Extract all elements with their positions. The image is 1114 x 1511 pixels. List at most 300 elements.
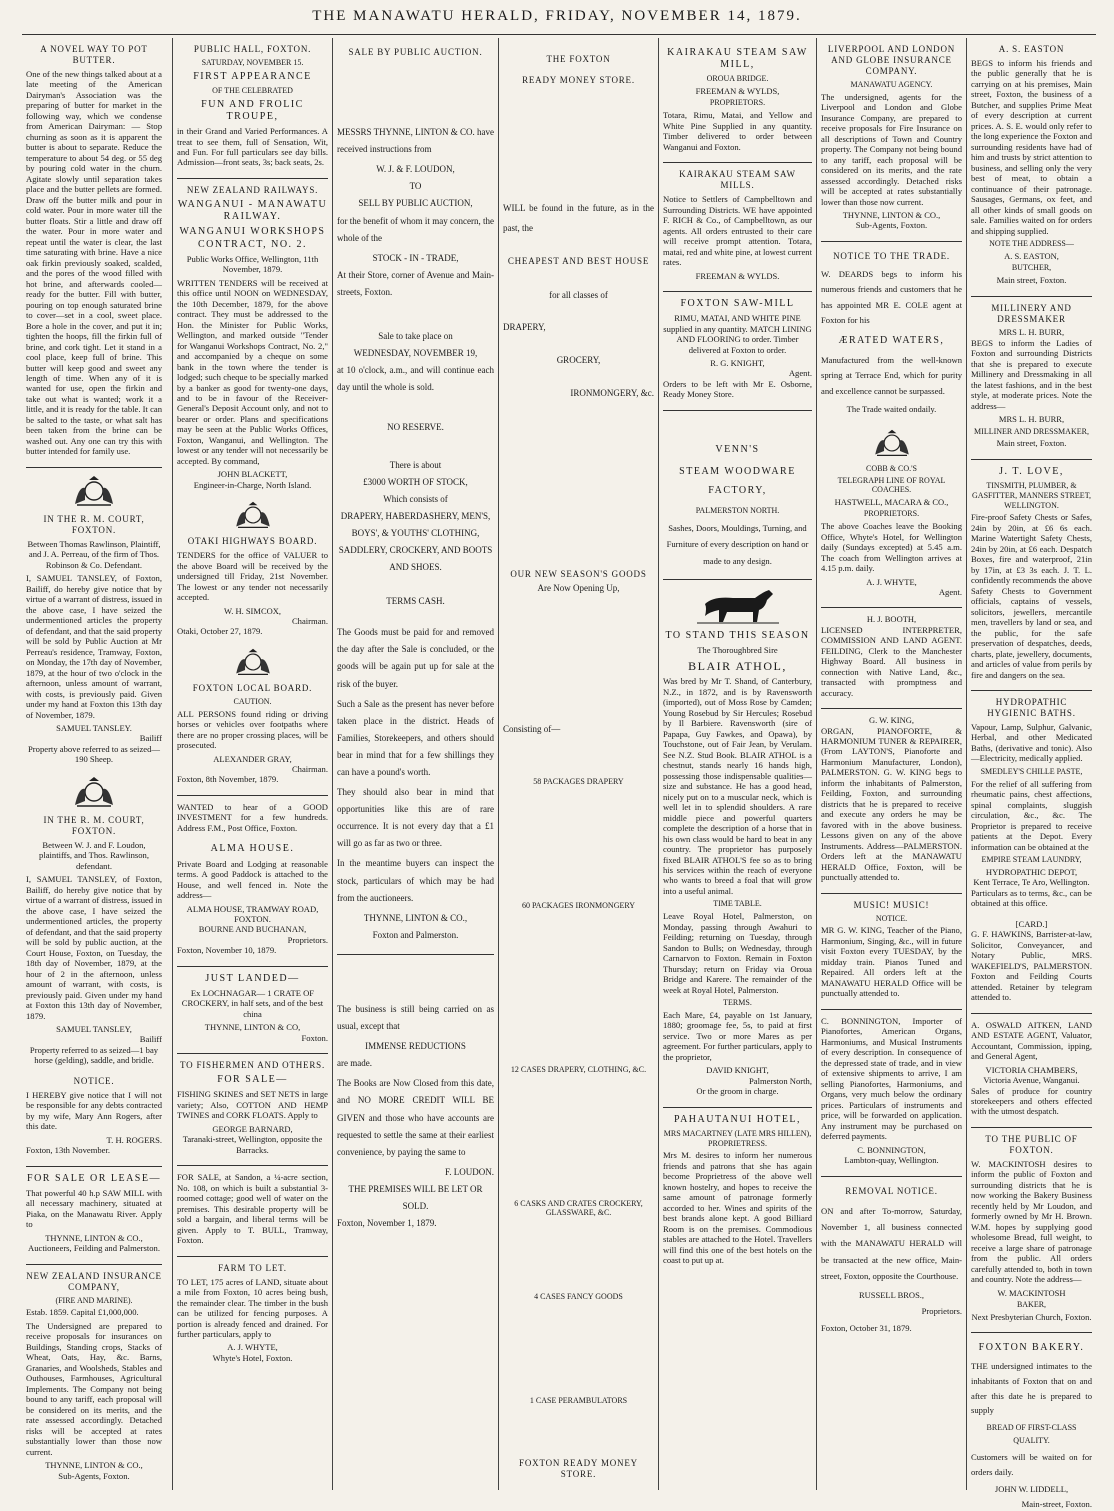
columns <box>22 38 1096 1509</box>
bonnington-ad <box>821 1016 962 1166</box>
auction-goods: DRAPERY, HABERDASHERY, MEN'S, BOYS', & YOUTHS' CLOTHING, SADDLERY, CROCKERY, AND BOOTS AND SHOES. <box>338 510 493 573</box>
store-will-be: WILL be found in the future, as in the past, the <box>503 202 654 233</box>
easton-butcher-ad <box>971 44 1092 286</box>
rail-signature: JOHN BLACKETT, <box>217 469 288 480</box>
fish-body: FISHING SKINES and SET NETS in large variety; Also, COTTON AND HEMP TWINES and CORK FLOATS. Apply to <box>177 1089 328 1121</box>
auction-benefit: for the benefit of whom it may concern, the whole of the <box>337 215 494 243</box>
royal-crest-icon <box>867 428 917 458</box>
smedley-body: For the relief of all suffering from rheumatic pains, chest affections, spinal complaints, sluggish circulation, &c., &c. The Proprietor is prepared to receive patients at the Depot. Every information can be obtained at the <box>971 778 1092 852</box>
pah-title: PAHAUTANUI HOTEL, <box>673 1113 802 1125</box>
auction-title: SALE BY PUBLIC AUCTION. <box>348 47 483 57</box>
auction-worth: £3000 WORTH OF STOCK, <box>363 476 468 487</box>
premises-date: Foxton, November 1, 1879. <box>337 1218 437 1229</box>
spacer <box>503 366 654 388</box>
venn-title: VENN'S <box>715 443 760 455</box>
royal-crest-icon <box>69 775 119 809</box>
auction-date: WEDNESDAY, NOVEMBER 19, <box>353 348 478 359</box>
booth-title: H. J. BOOTH, <box>866 614 917 625</box>
auction-signature-2: Foxton and Palmerston. <box>372 929 459 940</box>
trade-aerated: ÆRATED WATERS, <box>838 334 945 346</box>
local-board-ad <box>177 683 328 785</box>
laundry-depot: HYDROPATHIC DEPOT, <box>985 866 1078 877</box>
trade-body-2: Manufactured from the well-known spring at Terrace End, which for purity and excellence cannot be surpassed. <box>821 354 962 396</box>
kair-proprietors: FREEMAN & WYLDS, <box>695 86 780 97</box>
liv-signature: THYNNE, LINTON & CO., <box>842 209 941 220</box>
removal-title: REMOVAL NOTICE. <box>845 1185 938 1196</box>
hall-body: in their Grand and Varied Performances. A treat to see them, full of Sensation, Wit, and Fun. For full particulars see day bills. Admission—front seats, 3s; back seats, 2s. <box>177 126 328 168</box>
kairakau-notice-ad <box>663 169 812 281</box>
nzins-body: The Undersigned are prepared to receive proposals for insurances on Buildings, Standing crops, Stacks of Wheat, Oats, Hay, &c. Barns, Granaries, and Woolsheds, Stables and Outhouses, Farmhouses, Agricultural Implements. The Company not being bound to any tariff, each proposal will be considered on its merits, and the rate assessed accordingly. Detached risks will be accepted at rates substantially lower than those now current. <box>26 1320 162 1457</box>
farm-body: TO LET, 175 acres of LAND, situate about a mile from Foxton, 10 acres being bush, the remainder clear. The timber in the bush can be utilized for fencing purposes. A portion is already fenced and drained. For further particulars, apply to <box>177 1276 328 1339</box>
venn-name: STEAM WOODWARE FACTORY, <box>679 465 796 496</box>
cobb-coaches-ad <box>821 464 962 598</box>
royal-crest-icon <box>228 500 278 530</box>
time-title: TIME TABLE. <box>713 899 762 909</box>
removal-role: Proprietors. <box>921 1306 962 1317</box>
otaki-date: Otaki, October 27, 1879. <box>177 626 263 637</box>
butter-body: One of the new things talked about at a late meeting of the American Dairyman's Association was the preparing of butter for market in the following way, which we condense from American Dairyman: — Stop churning as soon as it is apparent the butter is about to separate. Reduce the temperature to about 54 deg. or 55 deg by pouring cold water in the churn. Agitate slowly until separation takes place and the butter pellets are formed. Draw off the butter milk and pour in cold water. Pour in more water till the butter floats. Stir a little and draw off the water. Pour in more water and repeat until the water is clear, the last time saturating with brine. Have a nice oak firkin previously soaked, scalded, and the pores of the wood filled with hot brine, and afterwards cooled—ready for the butter. Fill with butter, pouring on top enough saturated brine to cover—set in a cool, sweet place. Bore a hole in the cover, and put it in; tighten the hoops, fill the firkin full of brine, and cork tight. Let it stand in a cool place, keep full of brine. This butter will keep good and sweet any length of time. When any of it is wanted for use, open the firkin and take out what is wanted; work it a little, and it is ready for the table. It can be salted to the taste, or what salt has been taken from the brine can be washed out. Any one can try this with butter intended for family use. <box>26 68 162 457</box>
foxton-bakery-ad <box>971 1339 1092 1511</box>
auction-client: W. J. & F. LOUDON, <box>376 164 455 175</box>
spacer <box>503 1220 654 1290</box>
spacer <box>337 399 494 419</box>
hall-first: FIRST APPEARANCE <box>193 70 312 82</box>
court2-signature: SAMUEL TANSLEY, <box>56 1024 132 1035</box>
aitken-body: A. OSWALD AITKEN, LAND AND ESTATE AGENT, Valuator, Accountant, Commission, ipping, and General Agent, <box>971 1019 1092 1062</box>
aitken-ad <box>971 1020 1092 1117</box>
auction-stock: STOCK - IN - TRADE, <box>372 252 459 263</box>
farm-address: Whyte's Hotel, Foxton. <box>212 1352 293 1363</box>
spacer <box>503 89 654 199</box>
fish-signature: GEORGE BARNARD, <box>212 1123 293 1134</box>
laundry-body: Particulars as to terms, &c., can be obtained at this office. <box>971 887 1092 909</box>
books-signature: F. LOUDON. <box>444 1166 494 1177</box>
stand-name: BLAIR ATHOL, <box>688 658 787 673</box>
wanted-ad <box>177 802 328 833</box>
divider <box>821 241 962 242</box>
butter-article <box>26 44 162 457</box>
love-title: J. T. LOVE, <box>999 465 1064 477</box>
column-2 <box>172 38 332 1490</box>
music-notice: NOTICE. <box>875 913 908 923</box>
auction-time: at 10 o'clock, a.m., and will continue each day until the whole is sold. <box>337 365 494 393</box>
divider <box>971 296 1092 297</box>
stand-body: Was bred by Mr T. Shand, of Canterbury, N.Z., in 1872, and is by Ravensworth (imported), out of Moss Rose by Camden; Young Rosebud by Sir Hercules; Rosebud by Il Barbiere. Ravensworth (sire of Papapa, Guy Fawkes, and Opawa), by Touchstone, out of Fair Jean, by Verulam. See N.Z. Stud Book. BLAIR ATHOL is a chestnut, stands nearly 16 hands high, possessing those indispensable qualities—size and substance. He has a good head, nicely put on to a muscular neck, which is well let in to splendid shoulders. A rare middle piece and powerful quarters complete the description of a horse that in his own class would be hard to beat in any country. The proprietor has purposely fixed BLAIR ATHOL'S fee so as to bring his services within the reach of everyone who wants to breed a foal that will grow into a useful animal. <box>663 676 812 896</box>
bakery-body-2: Customers will be waited on for orders daily. <box>971 1451 1092 1477</box>
mack-address: Next Presbyterian Church, Foxton. <box>971 1311 1092 1322</box>
divider <box>177 178 328 179</box>
store-cheapest: CHEAPEST AND BEST HOUSE <box>507 255 650 266</box>
hall-date: SATURDAY, NOVEMBER 15. <box>201 57 304 67</box>
rail-office: Public Works Office, Wellington, 11th November, 1879. <box>186 253 319 275</box>
nzins-estab: Estab. 1859. Capital £1,000,000. <box>26 1307 139 1318</box>
hall-of: OF THE CELEBRATED <box>212 85 293 95</box>
notice-body: I HEREBY give notice that I will not be responsible for any debts contracted by my wife, Mary Ann Rogers, after this date. <box>26 1089 162 1132</box>
spacer <box>503 399 654 569</box>
made: are made. <box>337 1058 372 1069</box>
trade-title: NOTICE TO THE TRADE. <box>833 250 950 261</box>
spacer <box>337 437 494 457</box>
rail-sub: WANGANUI - MANAWATU RAILWAY. <box>177 198 328 223</box>
spacer <box>503 789 654 899</box>
package-6: 1 CASE PERAMBULATORS <box>529 1395 628 1405</box>
store-for-all: for all classes of <box>549 289 608 300</box>
spacer <box>663 417 812 437</box>
package-4: 6 CASKS AND CRATES CROCKERY, GLASSWARE, &C. <box>514 1198 643 1218</box>
package-2: 60 PACKAGES IRONMONGERY <box>521 901 636 911</box>
auction-terms: TERMS CASH. <box>386 596 445 607</box>
divider <box>821 893 962 894</box>
terms-groom: Or the groom in charge. <box>696 1086 779 1097</box>
business-notice <box>337 961 494 1232</box>
notice-title: NOTICE. <box>73 1075 115 1086</box>
divider <box>177 1053 328 1054</box>
auction-place: Sale to take place on <box>378 331 453 342</box>
burr-title: MILLINERY AND DRESSMAKER <box>991 302 1072 324</box>
alma-title: ALMA HOUSE. <box>210 843 295 855</box>
nzins-signature: THYNNE, LINTON & CO., <box>45 1460 143 1471</box>
store-new-goods: OUR NEW SEASON'S GOODS <box>510 569 647 580</box>
fishermen-ad <box>177 1060 328 1155</box>
mack-role: BAKER, <box>1016 1300 1047 1310</box>
mill-body: RIMU, MATAI, AND WHITE PINE supplied in any quantity. MATCH LINING AND FLOORING to order. Timber delivered at Foxton to order. <box>663 313 812 355</box>
package-5: 4 CASES FANCY GOODS <box>534 1292 623 1302</box>
auction-intro: MESSRS THYNNE, LINTON & CO. have received instructions from <box>337 127 494 155</box>
burr-address: Main street, Foxton. <box>996 438 1067 449</box>
divider <box>177 1165 328 1166</box>
court1-property: Property above referred to as seized—190 Sheep. <box>28 743 160 765</box>
landed-title: JUST LANDED— <box>205 972 300 984</box>
mack-body: W. MACKINTOSH desires to inform the public of Foxton and surrounding districts that he is now working the Bakery Business recently held by Mr Loudon, and formerly owned by Mr H. Brown. W.M. hopes by supplying good wholesome Bread, full weight, to receive a large share of patronage from the public. All orders carefully attended to, both in town and country. Note the address— <box>971 1158 1092 1285</box>
sale-signature-2: Auctioneers, Feilding and Palmerston. <box>28 1243 160 1254</box>
kairakau-mill-ad <box>663 47 812 152</box>
otaki-body: TENDERS for the office of VALUER to the above Board will be received by the undersigned till Friday, 21st November. The lowest or any tender not necessarily accepted. <box>177 550 328 603</box>
venn-location: PALMERSTON NORTH. <box>695 505 780 515</box>
store-ironmongery: IRONMONGERY, &c. <box>570 388 654 399</box>
court2-property: Property referred to as seized—1 bay horse (gelding), saddle, and bridle. <box>29 1044 159 1066</box>
spacer <box>503 270 654 290</box>
local-caution: CAUTION. <box>233 696 272 706</box>
divider <box>177 1256 328 1257</box>
aitken-address: VICTORIA CHAMBERS, Victoria Avenue, Wanganui. <box>983 1064 1080 1086</box>
love-sub: TINSMITH, PLUMBER, & GASFITTER, MANNERS STREET, WELLINGTON. <box>972 481 1091 510</box>
court2-body: I, SAMUEL TANSLEY, of Foxton, Bailiff, do hereby give notice that by virtue of a warrant of distress, issued in the above case, I have seized the undermentioned articles, the property of defendant, and that the said property will be sold by public auction, at the Court House, Foxton, on Tuesday, the 18th day of November, 1879, at the hour of 2 in the afternoon, unless amount of warrant, with costs, is previously paid. Given under my hand at Foxton this 13th day of November, 1879. <box>26 874 162 1021</box>
court2-title: IN THE R. M. COURT, FOXTON. <box>43 814 145 836</box>
cobb-signature: A. J. WHYTE, <box>866 576 917 587</box>
store-footer: FOXTON READY MONEY STORE. <box>519 1457 638 1479</box>
sale-title: FOR SALE OR LEASE— <box>27 1172 161 1184</box>
divider <box>26 467 162 468</box>
trade-body: W. DEARDS begs to inform his numerous friends and customers that he has appointed MR E. COLE agent at Foxton for his <box>821 269 962 326</box>
sawmill-sale <box>26 1173 162 1254</box>
blair-athol-ad <box>663 630 812 1097</box>
divider <box>821 708 962 709</box>
otaki-signature: W. H. SIMCOX, <box>223 605 282 616</box>
otaki-role: Chairman. <box>291 615 328 626</box>
divider <box>26 1264 162 1265</box>
auction-sell: SELL BY PUBLIC AUCTION, <box>358 198 473 209</box>
divider <box>821 1009 962 1010</box>
divider <box>971 690 1092 691</box>
king-tuner-ad <box>821 715 962 883</box>
mackintosh-ad <box>971 1134 1092 1322</box>
alma-house-ad <box>177 843 328 955</box>
spacer <box>503 913 654 1063</box>
otaki-board-ad <box>177 536 328 637</box>
court1-signature: SAMUEL TANSLEY. <box>56 723 132 734</box>
divider <box>971 1013 1092 1014</box>
divider <box>663 291 812 292</box>
divider <box>337 954 494 955</box>
divider <box>971 1332 1092 1333</box>
burr-name: MRS L. H. BURR, <box>998 327 1065 338</box>
spacer <box>503 300 654 322</box>
alma-date: Foxton, November 10, 1879. <box>177 945 277 956</box>
music-title: MUSIC! MUSIC! <box>853 899 930 910</box>
local-body: ALL PERSONS found riding or driving horses or vehicles over footpaths where there are no proper crossing places, will be prosecuted. <box>177 708 328 751</box>
easton-body: BEGS to inform his friends and the public generally that he is carrying on at his premises, Main street, Foxton, the business of a Butcher, and supplies Prime Meat of every description at current prices. A. S. E. would only refer to the long experience the Foxton and surrounding residents have had of him and trusts by strict attention to business, and selling only the very best of meat, to obtain a continuance of their patronage. Sausages, Germans, ox feet, and all other kinds of small goods on sale. Families waited on for orders and shipping supplied. <box>971 57 1092 236</box>
bakery-title: FOXTON BAKERY. <box>978 1342 1085 1354</box>
store-opening: Are Now Opening Up, <box>537 583 620 594</box>
time-body: Leave Royal Hotel, Palmerston, on Monday, passing through Awahuri to Feilding; returning on Tuesday, through Sandon to Bulls; on Wednesday, through Carnarvon to Foxton. Remain in Foxton Thursday; return on Friday via Oroua Bridge and Karere. The remainder of the week at Royal Hotel, Palmerston. <box>663 911 812 995</box>
mill-title: FOXTON SAW-MILL <box>680 297 795 309</box>
easton-role: BUTCHER, <box>1011 263 1052 273</box>
auction-ad <box>337 44 494 944</box>
fish-sale: FOR SALE— <box>217 1074 288 1086</box>
spacer <box>503 1077 654 1197</box>
bon-address: Lambton-quay, Wellington. <box>844 1155 939 1166</box>
easton-title: A. S. EASTON <box>998 44 1065 54</box>
rail-signature-2: Engineer-in-Charge, North Island. <box>193 479 312 490</box>
auction-about: There is about <box>389 459 442 470</box>
trade-waited: The Trade waited ondaily. <box>846 404 937 415</box>
local-title: FOXTON LOCAL BOARD. <box>192 682 313 693</box>
alma-signature: BOURNE AND BUCHANAN, <box>198 924 307 935</box>
store-name: READY MONEY STORE. <box>522 74 635 85</box>
hydro-body: Vapour, Lamp, Sulphur, Galvanic, Herbal, and other Medicated Baths, (derivative and tonic). Also—Electricity, medically applied. <box>971 721 1092 764</box>
books-body: The Books are Now Closed from this date, and NO MORE CREDIT WILL BE GIVEN and those who have accounts are requested to settle the same at their earliest convenience, by paying the same to <box>337 1078 494 1157</box>
burr-signature: MRS L. H. BURR, <box>998 414 1065 425</box>
store-title: THE FOXTON <box>546 54 611 64</box>
mack-title: TO THE PUBLIC OF FOXTON. <box>985 1133 1078 1155</box>
kair-role: PROPRIETORS. <box>709 98 766 108</box>
package-3: 12 CASES DRAPERY, CLOTHING, &C. <box>510 1064 647 1074</box>
auction-paid: The Goods must be paid for and removed the day after the Sale is concluded, or the goods will be again put up for sale at the risk of the buyer. <box>337 627 494 689</box>
spacer <box>503 242 654 256</box>
hydropathic-ad <box>971 697 1092 909</box>
kair-body: Totara, Rimu, Matai, and Yellow and White Pine Supplied in any quantity. Timber delivered to order between Wanganui and Foxton. <box>663 110 812 152</box>
bakery-bread: BREAD OF FIRST-CLASS QUALITY. <box>986 1422 1077 1446</box>
divider <box>971 1127 1092 1128</box>
court1-title: IN THE R. M. COURT, FOXTON. <box>43 513 145 535</box>
smedley-title: SMEDLEY'S CHILLE PASTE, <box>980 766 1083 776</box>
horse-icon <box>693 586 783 626</box>
column-5 <box>658 38 816 1490</box>
terms-title: TERMS. <box>723 998 752 1008</box>
fish-address: Taranaki-street, Wellington, opposite the Barracks. <box>182 1134 323 1155</box>
landed-body: Ex LOCHNAGAR— 1 CRATE OF CROCKERY, in half sets, and of the best china <box>181 987 324 1019</box>
hawkins-body: G. F. HAWKINS, Barrister-at-law, Solicitor, Conveyancer, and Notary Public, MRS. WAKEFIELD'S, PALMERSTON. Foxton and Feilding Courts attended. Retainer by telegram attended to. <box>971 929 1092 1003</box>
spacer <box>503 333 654 355</box>
alma-body: Private Board and Lodging at reasonable terms. A good Paddock is attached to the House, and well fenced in. Note the address— <box>177 858 328 901</box>
bon-signature: C. BONNINGTON, <box>857 1144 926 1155</box>
hydro-title: HYDROPATHIC HYGIENIC BATHS. <box>987 697 1076 718</box>
easton-note: NOTE THE ADDRESS— <box>989 239 1074 249</box>
store-grocery: GROCERY, <box>556 355 601 366</box>
bakery-address: Main-street, Foxton. <box>1021 1498 1092 1509</box>
column-4 <box>498 38 658 1490</box>
court-notice-1 <box>26 514 162 765</box>
nzins-title: NEW ZEALAND INSURANCE COMPANY, <box>26 1270 162 1292</box>
liv-agency: MANAWATU AGENCY. <box>850 79 933 89</box>
burr-millinery-ad <box>971 303 1092 449</box>
nzins-signature-2: Sub-Agents, Foxton. <box>58 1470 130 1481</box>
royal-crest-icon <box>228 647 278 677</box>
hall-title: PUBLIC HALL, FOXTON. <box>193 44 312 54</box>
cobb-title: COBB & CO.'S <box>865 463 917 473</box>
farm-signature: A. J. WHYTE, <box>227 1342 278 1353</box>
auction-consisting: Which consists of <box>383 493 448 504</box>
spacer <box>337 304 494 328</box>
royal-crest-icon <box>69 474 119 508</box>
otaki-title: OTAKI HIGHWAYS BOARD. <box>187 536 318 547</box>
mill-orders: Orders to be left with Mr E. Osborne, Ready Money Store. <box>663 378 812 400</box>
kair2-signature: FREEMAN & WYLDS. <box>695 270 780 281</box>
kair2-title: KAIRAKAU STEAM SAW MILLS. <box>679 169 796 191</box>
sandon-body: FOR SALE, at Sandon, a ¼-acre section, No. 108, on which is built a substantial 3-roomed cottage; good well of water on the premises. This desirable property will be sold a bargain, and liberal terms will be given. Apply to T. BULL, Tramway, Foxton. <box>177 1172 328 1246</box>
premises: THE PREMISES WILL BE LET OR SOLD. <box>348 1183 483 1211</box>
pah-body: Mrs M. desires to inform her numerous friends and patrons that she has again become Proprietress of the above well known hostelry, and hopes to receive the same amount of patronage formerly accorded to her. Wines and spirits of the best brands alone kept. A good Billiard Room is on the premises. Commodious stables are attached to the Hotel. Travellers will find this one of the best hotels on the coast to put up at. <box>663 1150 812 1266</box>
laundry-address: Kent Terrace, Te Aro, Wellington. <box>973 877 1090 888</box>
divider <box>821 607 962 608</box>
stand-the: The Thoroughbred Sire <box>697 645 778 656</box>
spacer <box>503 594 654 724</box>
masthead: THE MANAWATU HERALD, FRIDAY, NOVEMBER 14, 1879. <box>312 8 802 24</box>
auction-store: At their Store, corner of Avenue and Main-streets, Foxton. <box>337 269 494 297</box>
terms-signature: DAVID KNIGHT, <box>706 1065 769 1076</box>
foxton-sawmill-ad <box>663 298 812 400</box>
divider <box>663 410 812 411</box>
store-consisting: Consisting of— <box>503 724 561 735</box>
burr-role: MILLINER AND DRESSMAKER, <box>974 426 1089 436</box>
divider <box>177 966 328 967</box>
masthead-rule <box>22 34 1096 35</box>
bon-body: C. BONNINGTON, Importer of Pianofortes, American Organs, Harmoniums, and Musical Instruments of every description. In consequence of the depressed state of trade, and in view of extensive shipments to arrive, I am selling Pianofortes, Harmoniums, and Organs, very much below the ordinary prices. Particulars of instruments and price, will be forwarded on application. Any instrument may be purchased on deferred payments. <box>821 1015 962 1142</box>
divider <box>663 162 812 163</box>
farm-title: FARM TO LET. <box>218 1262 287 1273</box>
auction-meantime: In the meantime buyers can inspect the stock, particulars of which may be had from the auctioneers. <box>337 858 494 903</box>
court1-role: Bailiff <box>139 733 162 744</box>
alma-address: ALMA HOUSE, TRAMWAY ROAD, FOXTON. <box>186 903 319 924</box>
auction-never: Such a Sale as the present has never before taken place in the district. Heads of Families, Storekeepers, and others should bear in mind that for a few shillings they can have a pound's worth. <box>337 698 494 777</box>
notice-date: Foxton, 13th November. <box>26 1145 111 1156</box>
rogers-notice <box>26 1076 162 1156</box>
local-role: Chairman. <box>291 763 328 774</box>
auction-to: TO <box>409 181 422 192</box>
rail-title: NEW ZEALAND RAILWAYS. <box>186 184 319 195</box>
court-notice-2 <box>26 815 162 1066</box>
hall-name: FUN AND FROLIC TROUPE, <box>201 98 304 122</box>
removal-date: Foxton, October 31, 1879. <box>821 1322 912 1333</box>
column-3 <box>332 38 498 1490</box>
pahautanui-hotel-ad <box>663 1114 812 1266</box>
mill-signature: R. G. KNIGHT, <box>710 357 765 368</box>
column-6 <box>816 38 966 1490</box>
sale-body: That powerful 40 h.p SAW MILL with all necessary machinery, situated at Piaka, on the Manawatu River. Apply to <box>26 1187 162 1230</box>
divider <box>971 459 1092 460</box>
cobb-role-2: Agent. <box>938 586 962 597</box>
spacer <box>503 735 654 775</box>
divider <box>821 1176 962 1177</box>
reductions: IMMENSE REDUCTIONS <box>365 1041 466 1052</box>
love-tinsmith-ad <box>971 466 1092 680</box>
rail-contract: WANGANUI WORKSHOPS CONTRACT, NO. 2. <box>179 226 326 250</box>
easton-address: Main street, Foxton. <box>996 275 1067 286</box>
local-date: Foxton, 8th November, 1879. <box>177 774 279 785</box>
king-title: G. W. KING, <box>868 715 915 726</box>
court2-parties: Between W. J. and F. Loudon, plaintiffs, and Thos. Rawlinson, defendant. <box>39 839 149 871</box>
divider <box>663 579 812 580</box>
farm-ad <box>177 1263 328 1364</box>
mack-signature: W. MACKINTOSH <box>997 1287 1066 1298</box>
trade-notice-ad <box>821 248 962 418</box>
stand-title: TO STAND THIS SEASON <box>665 629 810 641</box>
just-landed-ad <box>177 973 328 1043</box>
auction-reserve: NO RESERVE. <box>387 422 444 433</box>
hawkins-ad <box>971 929 1092 1002</box>
business-body: The business is still being carried on as usual, except that <box>337 1003 494 1032</box>
landed-role: Foxton. <box>301 1032 328 1043</box>
nzins-sub: (FIRE AND MARINE). <box>55 1295 133 1305</box>
wanted-body: WANTED to hear of a GOOD INVESTMENT for a few hundreds. Address F.M., Post Office, Foxton. <box>177 801 328 833</box>
notice-signature: T. H. ROGERS. <box>106 1134 162 1145</box>
spacer <box>337 610 494 624</box>
ready-money-store-ad <box>503 54 654 1479</box>
local-signature: ALEXANDER GRAY, <box>213 753 292 764</box>
liverpool-insurance-ad <box>821 44 962 231</box>
bakery-signature: JOHN W. LIDDELL, <box>994 1484 1069 1495</box>
divider <box>26 1166 162 1167</box>
column-7 <box>966 38 1096 1509</box>
public-hall-ad <box>177 44 328 168</box>
package-1: 58 PACKAGES DRAPERY <box>533 777 624 787</box>
pah-props: MRS MACARTNEY (LATE MRS HILLEN), PROPRIETRESS. <box>663 1128 812 1148</box>
terms-body: Each Mare, £4, payable on 1st January, 1880; groomage fee, 5s, to paid at first service. Two or more Mares as per agreement. For further particulars, apply to the proprietor, <box>663 1009 812 1062</box>
bakery-body: THE undersigned intimates to the inhabitants of Foxton that on and after this date he is prepared to supply <box>971 1361 1092 1416</box>
terms-address: Palmerston North, <box>748 1075 812 1086</box>
court1-body: I, SAMUEL TANSLEY, of Foxton, Bailiff, do hereby give notice that by virtue of a warrant of distress, issued in the above case, I have seized the undermentioned articles the property of defendant, and that the said property will be sold by Public Auction at Mr Perreau's residence, Tramway, Foxton, on Monday, the 17th day of November, 1879, at the hour of two o'clock in the afternoon, unless amount of warrant, with costs, is previously paid. Given under my hand at Foxton this 13th day of November, 1879. <box>26 573 162 720</box>
laundry: EMPIRE STEAM LAUNDRY, <box>981 855 1082 865</box>
venn-body: Sashes, Doors, Mouldings, Turning, and Furniture of every description on hand or made to any design. <box>666 522 809 566</box>
court2-role: Bailiff <box>139 1034 162 1045</box>
column-1 <box>22 38 166 1490</box>
rail-body: WRITTEN TENDERS will be received at this office until NOON on WEDNESDAY, the 10th December, 1879, for the above contract. They must be addressed to the Hon. the Minister for Public Works, Wellington, and marked outside "Tender for Wanganui Workshops Contract, No. 2," and accompanied by a cheque on some bank in the town where the tender is lodged; such cheque to be specially marked by a banker as good for twenty-one days, and to be in favour of the Receiver-General's Deposit Account only, and not to bearer or order. Plans and specifications may be seen at the Public Works Offices, Foxton, Wanganui, and Wellington. The lowest or any tender will not necessarily be accepted. By command, <box>177 277 328 466</box>
cobb-role: PROPRIETORS. <box>863 509 920 519</box>
sandon-sale-ad <box>177 1172 328 1245</box>
liv-signature-2: Sub-Agents, Foxton. <box>855 220 928 231</box>
nz-insurance <box>26 1271 162 1481</box>
spacer <box>337 579 494 593</box>
removal-notice-ad <box>821 1183 962 1337</box>
liv-body: The undersigned, agents for the Liverpool and London and Globe Insurance Company, are prepared to receive proposals for Fire Insurance on all descriptions of Town and Country property. The Company not being bound to any tariff, each proposal will be considered on its merits, and the rate assessed accordingly. Detached risks will be accepted at rates substantially lower than those now current. <box>821 91 962 207</box>
music-notice-ad <box>821 900 962 999</box>
spacer <box>337 64 494 124</box>
booth-ad <box>821 614 962 698</box>
alma-role: Proprietors. <box>287 934 328 945</box>
burr-body: BEGS to inform the Ladies of Foxton and surrounding Districts that she is prepared to execute Millinery and Dressmaking in all the latest fashions, and in the best style, at moderate prices. Note the address— <box>971 337 1092 411</box>
sale-signature: THYNNE, LINTON & CO., <box>45 1232 143 1243</box>
landed-signature: THYNNE, LINTON & CO, <box>204 1022 301 1033</box>
